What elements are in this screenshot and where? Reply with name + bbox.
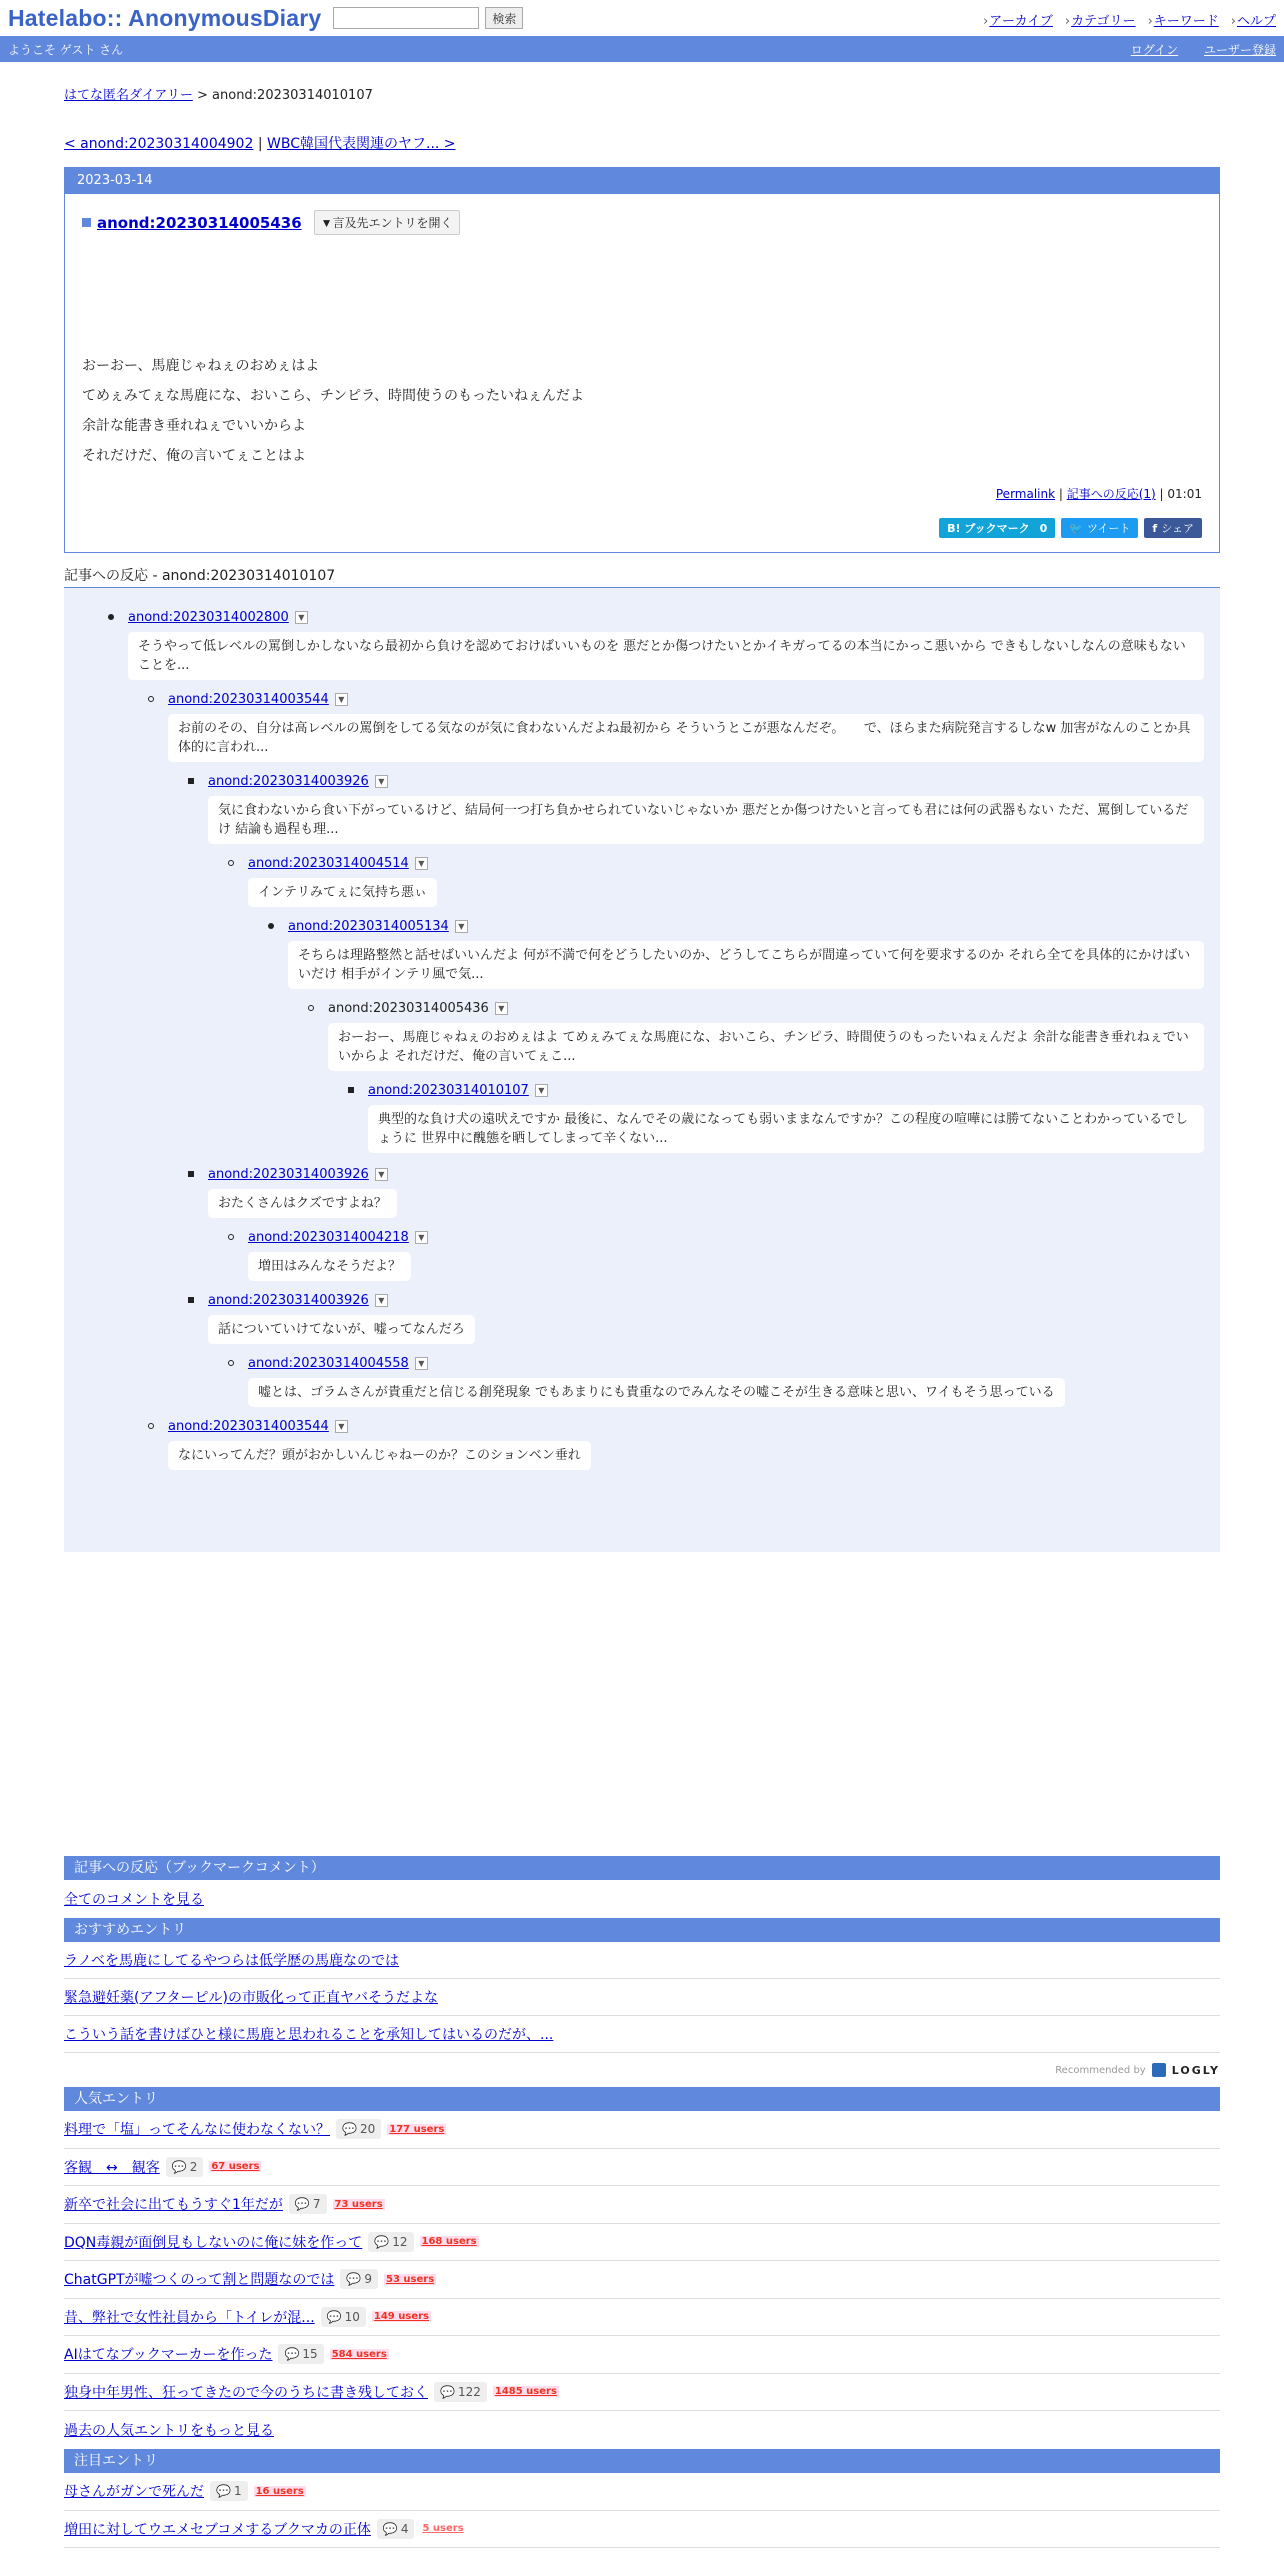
comment-bubble-icon: 💬 [326,2309,342,2324]
reaction-item [108,606,1204,680]
hatena-bookmark-button[interactable]: B! ブックマーク 0 [939,518,1055,538]
reaction-link[interactable]: anond:20230314003926 [208,1292,369,1308]
chevron-down-icon[interactable]: ▼ [455,920,468,933]
facebook-icon: f [1152,521,1158,535]
popular-item: ChatGPTが嘘つくのって割と問題なのでは 💬 9 53 users [64,2261,1220,2299]
reaction-excerpt: 気に食わないから食い下がっているけど、結局何一つ打ち負かせられていないじゃないか 悪だとか傷つけたいと言っても君には何の武器もない ただ、罵倒しているだけ 結論も過程も理... [208,796,1204,844]
popular-item: 料理で「塩」ってそんなに使わなくない？ 💬 20 177 users [64,2111,1220,2149]
open-referenced-entries-button[interactable]: ▼言及先エントリを開く [314,210,460,235]
twitter-icon: 🐦 [1069,521,1083,535]
bookmark-users[interactable]: 73 users [334,2198,383,2210]
entry-navigation: < anond:20230314004902 | WBC韓国代表関連のヤフ... > [64,136,456,152]
popular-heading: 人気エントリ [64,2087,1220,2111]
reaction-excerpt: 増田はみんなそうだよ？ [248,1252,411,1281]
comment-count[interactable]: 💬 2 [166,2157,204,2177]
reaction-item [188,1163,1204,1218]
top-bar [0,0,1284,36]
comment-count[interactable]: 💬 9 [340,2269,378,2289]
bookmark-users[interactable]: 149 users [373,2311,429,2323]
bookmark-count: 0 [1039,521,1048,535]
chevron-down-icon[interactable]: ▼ [375,1168,388,1181]
comment-bubble-icon: 💬 [216,2484,231,2499]
entry-title[interactable]: anond:20230314005436 [97,213,302,232]
bookmark-users[interactable]: 1485 users [494,2386,557,2398]
reaction-item [268,915,1204,989]
chevron-down-icon[interactable]: ▼ [335,1420,348,1433]
reaction-item [228,1352,1204,1407]
reaction-link[interactable]: anond:20230314004218 [248,1229,409,1245]
facebook-share-button[interactable]: f シェア [1144,518,1202,538]
reaction-link[interactable]: anond:20230314005134 [288,918,449,934]
bookmark-users[interactable]: 5 users [422,2523,464,2535]
register-link[interactable]: ユーザー登録 [1203,42,1276,57]
help-link[interactable]: › ヘルプ [1231,10,1276,29]
reaction-link[interactable]: anond:20230314003926 [208,1166,369,1182]
popular-item: 新卒で社会に出てもうすぐ1年だが 💬 7 73 users [64,2186,1220,2224]
chevron-down-icon[interactable]: ▼ [335,693,348,706]
reaction-item [188,770,1204,844]
logly-icon [1152,2063,1166,2077]
reaction-link[interactable]: anond:20230314003926 [208,773,369,789]
breadcrumb-root[interactable]: はてな匿名ダイアリー [64,88,193,103]
header-links [983,10,1276,29]
reaction-link[interactable]: anond:20230314004558 [248,1355,409,1371]
reactions-link[interactable]: 記事への反応(1) [1066,487,1156,501]
current-entry-label: anond:20230314005436 [328,1000,489,1016]
comment-count[interactable]: 💬 10 [321,2307,366,2327]
bookmark-users[interactable]: 177 users [389,2123,445,2135]
bookmark-users[interactable]: 168 users [421,2236,477,2248]
reaction-item [188,1289,1204,1344]
breadcrumb-current: anond:20230314010107 [212,88,373,103]
search-input[interactable] [333,7,479,29]
comment-count[interactable]: 💬 12 [368,2232,413,2252]
bookmark-comments-heading: 記事への反応（ブックマークコメント） [64,1856,1220,1880]
comment-count[interactable]: 💬 4 [377,2519,415,2539]
chevron-down-icon[interactable]: ▼ [535,1084,548,1097]
entry-body: おーおー、馬鹿じゃねぇのおめぇはよ てめぇみてぇな馬鹿にな、おいこら、チンピラ、時間使うのもったいねぇんだよ 余計な能書き垂れねぇでいいからよ それだけだ、俺の言いてぇことはよ [82,358,585,464]
reaction-item [348,1079,1204,1153]
recommended-item: 緊急避妊薬(アフターピル)の市販化って正直ヤバそうだよな [64,1979,1220,2016]
bookmark-users[interactable]: 16 users [255,2485,304,2497]
recommended-item: こういう話を書けばひと様に馬鹿と思われることを承知してはいるのだが、... [64,2016,1220,2053]
reaction-excerpt: そちらは理路整然と話せばいいんだよ 何が不満で何をどうしたいのか、どうしてこちらが間違っていて何を要求するのか それら全てを具体的にかけばいいだけ 相手がインテリ風で気... [288,941,1204,989]
reaction-link[interactable]: anond:20230314003544 [168,691,329,707]
comment-count[interactable]: 💬 15 [278,2344,323,2364]
breadcrumb: はてな匿名ダイアリー > anond:20230314010107 [64,88,373,103]
reactions-heading: 記事への反応 - anond:20230314010107 [64,565,1220,588]
reaction-excerpt: そうやって低レベルの罵倒しかしないなら最初から負けを認めておけばいいものを 悪だとか傷つけたいとかイキガってるの本当にかっこ悪いから できもしないしなんの意味もないことを... [128,632,1204,680]
reaction-link[interactable]: anond:20230314010107 [368,1082,529,1098]
reaction-excerpt: なにいってんだ？頭がおかしいんじゃねーのか？このションベン垂れ [168,1441,591,1470]
chevron-down-icon[interactable]: ▼ [375,1294,388,1307]
attention-item: 母さんがガンで死んだ 💬 1 16 users [64,2473,1220,2511]
ad-space [64,1552,1220,1856]
comment-bubble-icon: 💬 [374,2234,390,2249]
reaction-excerpt: 嘘とは、ゴラムさんが貴重だと信じる創発現象 でもあまりにも貴重なのでみんなその嘘こそが生きる意味と思い、ワイもそう思っている [248,1378,1065,1407]
category-link[interactable]: › カテゴリー [1065,10,1136,29]
popular-item: 独身中年男性、狂ってきたので今のうちに書き残しておく 💬 122 1485 users [64,2374,1220,2412]
reaction-item [228,852,1204,907]
reaction-link[interactable]: anond:20230314002800 [128,609,289,625]
tweet-button[interactable]: 🐦 ツイート [1061,518,1138,538]
chevron-down-icon[interactable]: ▼ [415,1231,428,1244]
reaction-excerpt: インテリみてぇに気持ち悪ぃ [248,878,437,907]
chevron-down-icon[interactable]: ▼ [375,775,388,788]
chevron-down-icon[interactable]: ▼ [415,857,428,870]
comment-bubble-icon: 💬 [342,2122,357,2137]
chevron-down-icon[interactable]: ▼ [295,611,308,624]
reaction-excerpt: お前のその、自分は高レベルの罵倒をしてる気なのが気に食わないんだよね最初から そういうとこが悪なんだぞ。 で、ほらまた病院発言するしなw 加害がなんのことか具体的に言われ... [168,714,1204,762]
chevron-down-icon[interactable]: ▼ [495,1002,508,1015]
keyword-link[interactable]: › キーワード [1148,10,1219,29]
bookmark-users[interactable]: 584 users [331,2348,387,2360]
welcome-bar [0,36,1284,62]
reaction-item [228,1226,1204,1281]
recommended-heading: おすすめエントリ [64,1918,1220,1942]
popular-item: 客観 ↔ 観客 💬 2 67 users [64,2149,1220,2187]
entry-date: 2023-03-14 [65,168,1219,194]
all-comments-link[interactable]: 全てのコメントを見る [64,1892,204,1908]
login-link[interactable]: ログイン [1130,42,1179,57]
site-logo[interactable]: Hatelabo:: AnonymousDiary [8,4,322,31]
reaction-excerpt: おーおー、馬鹿じゃねぇのおめぇはよ てめぇみてぇな馬鹿にな、おいこら、チンピラ、時間使うのもったいねぇんだよ 余計な能書き垂れねぇでいいからよ それだけだ、俺の言いてぇこ... [328,1023,1204,1071]
search-button[interactable]: 検索 [485,7,523,29]
more-popular-link[interactable]: 過去の人気エントリをもっと見る [64,2423,274,2439]
popular-item: 昔、弊社で女性社員から「トイレが混... 💬 10 149 users [64,2299,1220,2337]
popular-item: AIはてなブックマーカーを作った 💬 15 584 users [64,2336,1220,2374]
comment-count[interactable]: 💬 1 [210,2481,248,2501]
reaction-excerpt: おたくさんはクズですよね？ [208,1189,397,1218]
bookmark-users[interactable]: 53 users [386,2273,435,2285]
logly-credit: Recommended by LOGLY [1055,2063,1220,2077]
archive-link[interactable]: › アーカイブ [983,10,1053,29]
next-entry-link[interactable]: WBC韓国代表関連のヤフ... > [267,136,456,152]
recommended-item: ラノベを馬鹿にしてるやつらは低学歴の馬鹿なのでは [64,1942,1220,1979]
comment-bubble-icon: 💬 [382,2521,398,2536]
reaction-excerpt: 典型的な負け犬の遠吠えですか 最後に、なんでその歳になっても弱いままなんですか？この程度の喧嘩には勝てないことわかっているでしょうに 世界中に醜態を晒してしまって辛くない... [368,1105,1204,1153]
comment-bubble-icon: 💬 [171,2159,187,2174]
comment-count[interactable]: 💬 20 [336,2119,381,2139]
comment-bubble-icon: 💬 [284,2347,300,2362]
welcome-text: ようこそ ゲスト さん [8,42,124,57]
reaction-item [308,997,1204,1071]
attention-item: 増田に対してウエメセブコメするブクマカの正体 💬 4 5 users [64,2511,1220,2549]
reaction-item [148,1415,1204,1470]
comment-bubble-icon: 💬 [440,2384,455,2399]
reaction-excerpt: 話についていけてないが、嘘ってなんだろ [208,1315,475,1344]
reaction-link[interactable]: anond:20230314003544 [168,1418,329,1434]
comment-bubble-icon: 💬 [294,2197,310,2212]
attention-heading: 注目エントリ [64,2449,1220,2473]
entry-time: 01:01 [1167,487,1202,501]
prev-entry-link[interactable]: < anond:20230314004902 [64,136,254,152]
permalink[interactable]: Permalink [995,487,1056,501]
comment-bubble-icon: 💬 [346,2272,362,2287]
reactions-tree [64,588,1220,1552]
entry-footer: Permalink | 記事への反応(1) | 01:01 [995,487,1202,501]
comment-count[interactable]: 💬 122 [434,2382,487,2402]
reaction-item [148,688,1204,762]
entry-card [64,167,1220,553]
reaction-link[interactable]: anond:20230314004514 [248,855,409,871]
entry-square-icon [82,218,91,227]
comment-count[interactable]: 💬 7 [289,2194,327,2214]
chevron-down-icon[interactable]: ▼ [415,1357,428,1370]
popular-item: DQN毒親が面倒見もしないのに俺に妹を作って 💬 12 168 users [64,2224,1220,2262]
bookmark-users[interactable]: 67 users [211,2161,260,2173]
